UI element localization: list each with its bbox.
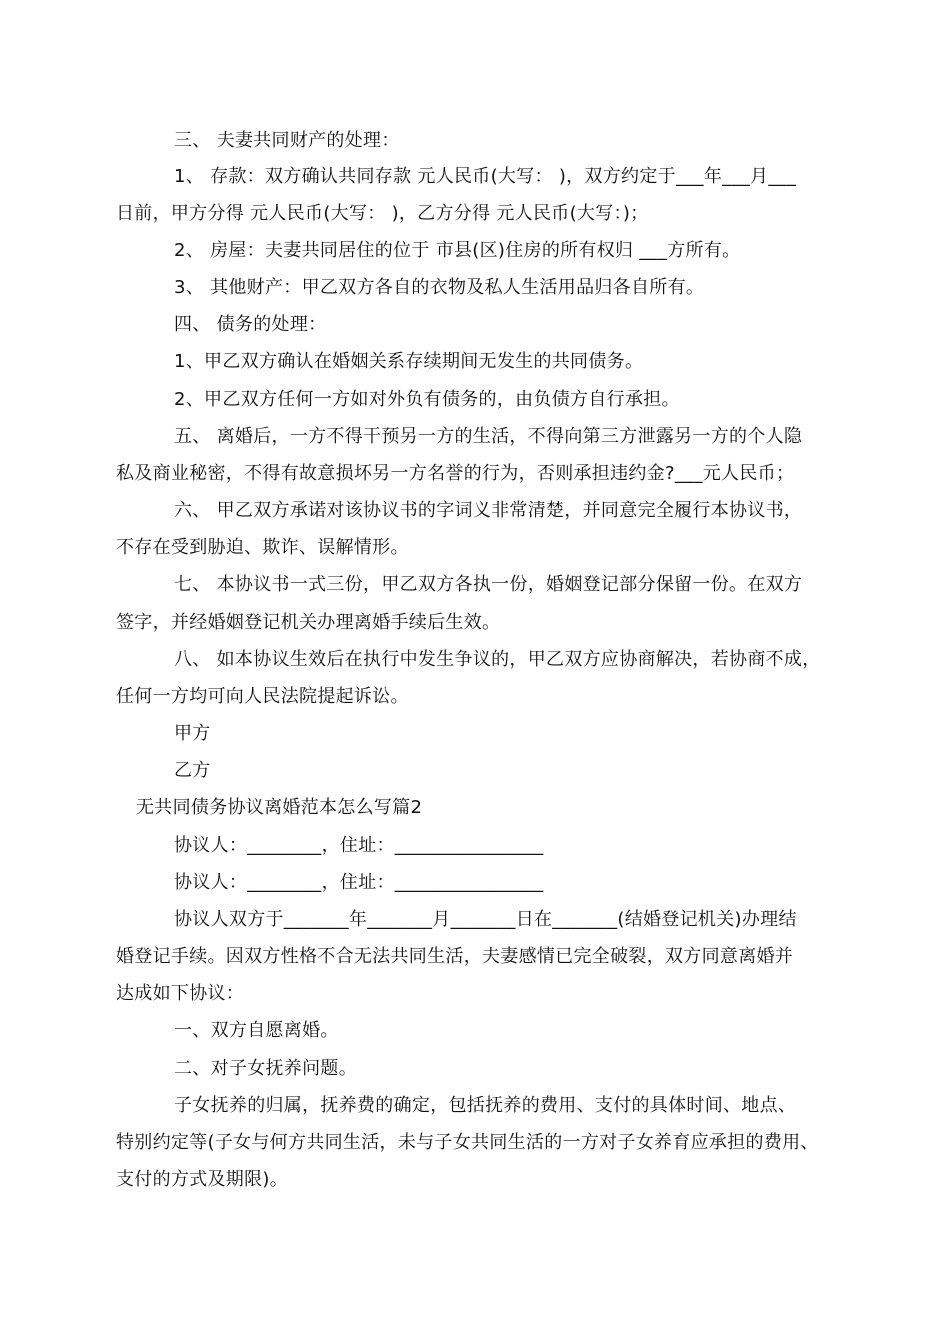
clause-3-1-line-2: 日前，甲方分得 元人民币(大写： )，乙方分得 元人民币(大写：)； [116, 203, 649, 224]
section-6-line-2: 不存在受到胁迫、欺诈、误解情形。 [116, 537, 409, 558]
child-support-line-2: 特别约定等(子女与何方共同生活，未与子女共同生活的一方对子女养育应承担的费用、 [116, 1132, 819, 1153]
party-b-label: 乙方 [174, 760, 211, 781]
section-6-line-1: 六、 甲乙双方承诺对该协议书的字词义非常清楚，并同意完全履行本协议书， [174, 500, 803, 521]
child-support-line-3: 支付的方式及期限)。 [116, 1169, 289, 1190]
agreement-party-1: 协议人：________，住址：________________ [174, 835, 544, 856]
agreement-party-2: 协议人：________，住址：________________ [174, 872, 544, 893]
section-7-line-1: 七、 本协议书一式三份，甲乙双方各执一份，婚姻登记部分保留一份。在双方 [174, 574, 803, 595]
intro-line-3: 达成如下协议： [116, 983, 245, 1004]
intro-line-1: 协议人双方于_______年_______月_______日在_______(结婚登记机关)办理结 [174, 909, 797, 930]
article-2-title: 无共同债务协议离婚范本怎么写篇2 [136, 797, 423, 818]
clause-3-3: 3、 其他财产：甲乙双方各自的衣物及私人生活用品归各自所有。 [174, 277, 705, 298]
section-8-line-1: 八、 如本协议生效后在执行中发生争议的，甲乙双方应协商解决，若协商不成， [174, 649, 821, 670]
clause-4-1: 1、甲乙双方确认在婚姻关系存续期间无发生的共同债务。 [174, 351, 644, 372]
section-3-heading: 三、 夫妻共同财产的处理： [174, 130, 400, 151]
child-support-line-1: 子女抚养的归属，抚养费的确定，包括抚养的费用、支付的具体时间、地点、 [174, 1095, 797, 1116]
section-4-heading: 四、 债务的处理： [174, 314, 327, 335]
party-a-label: 甲方 [174, 723, 211, 744]
section-5-line-1: 五、 离婚后，一方不得干预另一方的生活，不得向第三方泄露另一方的个人隐 [174, 426, 803, 447]
item-2-child-support: 二、对子女抚养问题。 [174, 1058, 357, 1079]
clause-3-2: 2、 房屋：夫妻共同居住的位于 市县(区)住房的所有权归 ___方所有。 [174, 240, 741, 261]
section-5-line-2: 私及商业秘密，不得有故意损坏另一方名誉的行为，否则承担违约金?___元人民币； [116, 463, 795, 484]
intro-line-2: 婚登记手续。因双方性格不合无法共同生活，夫妻感情已完全破裂，双方同意离婚并 [116, 946, 794, 967]
section-8-line-2: 任何一方均可向人民法院提起诉讼。 [116, 686, 409, 707]
clause-3-1-line-1: 1、 存款：双方确认共同存款 元人民币(大写： )，双方约定于___年___月___ [174, 166, 797, 187]
item-1-divorce: 一、双方自愿离婚。 [174, 1020, 339, 1041]
section-7-line-2: 签字，并经婚姻登记机关办理离婚手续后生效。 [116, 612, 501, 633]
clause-4-2: 2、甲乙双方任何一方如对外负有债务的，由负债方自行承担。 [174, 389, 680, 410]
